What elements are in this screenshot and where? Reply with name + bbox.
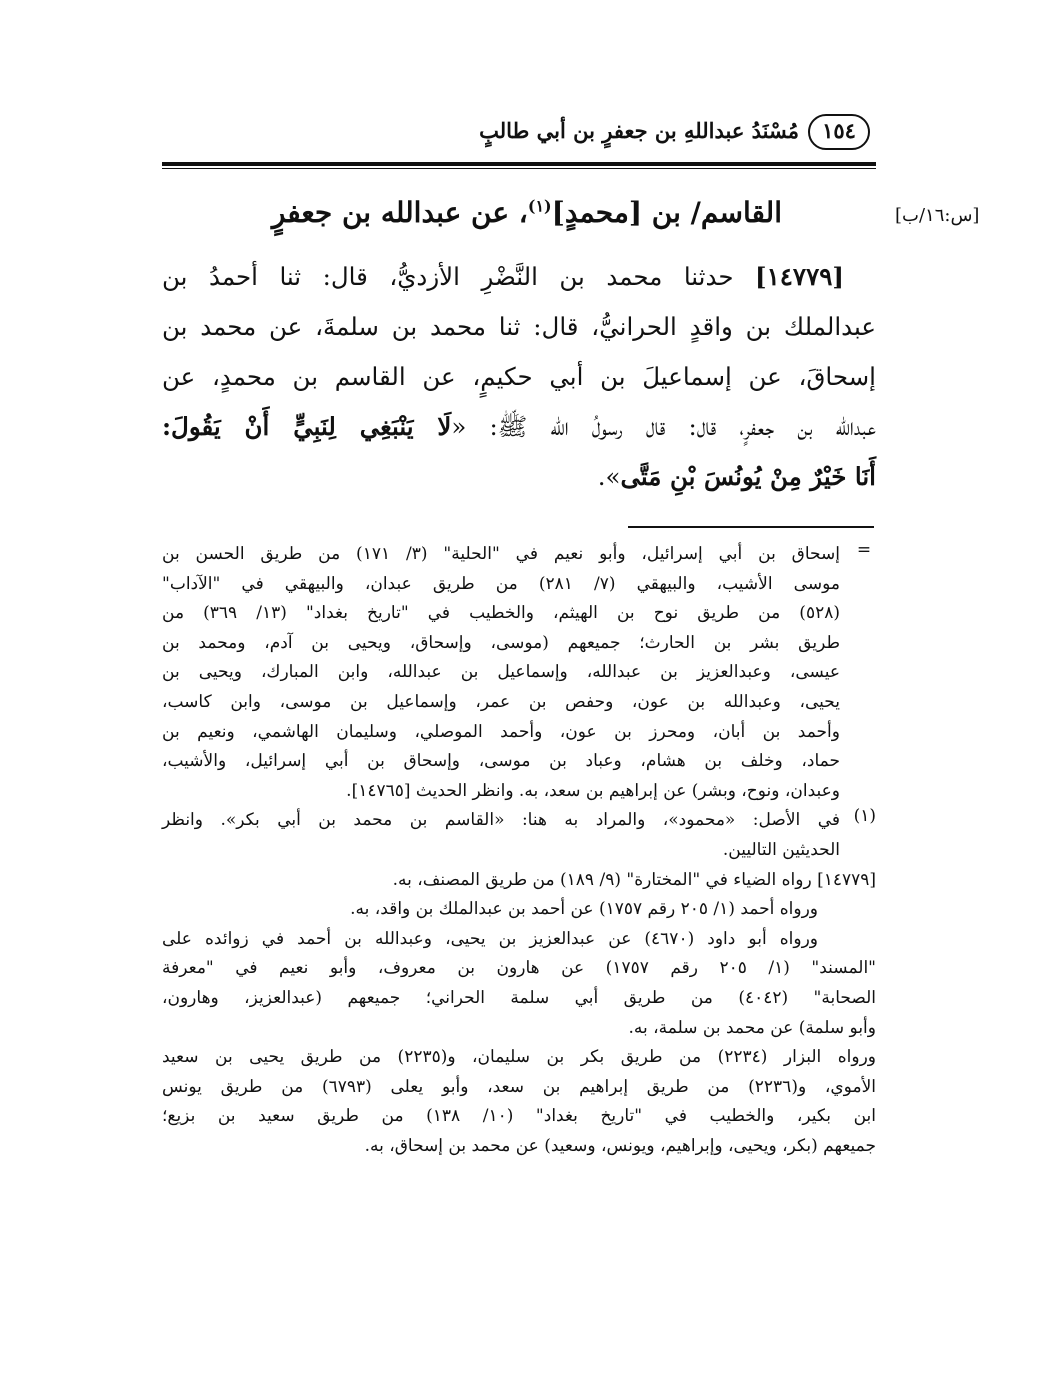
chapter-heading-main: القاسم/ بن [محمدٍ]	[551, 196, 782, 229]
chapter-heading-rest: ، عن عبدالله بن جعفرٍ	[271, 196, 528, 229]
hadith-text	[162, 252, 876, 502]
takhrij-marker: [١٤٧٧٩]	[817, 869, 876, 890]
header-rule	[162, 162, 876, 166]
footnote-line: ورواه أبو داود (٤٦٧٠) عن عبدالعزيز بن يحيى، وعبدالله بن أحمد في زوائده على	[162, 928, 818, 949]
hadith-line-text: حدثنا محمد بن النَّضْرِ الأزديُّ، قال: ثنا أحمدُ بن	[162, 262, 734, 291]
hadith-line-end: ».	[597, 462, 621, 491]
footnote-line: ورواه البزار (٢٢٣٤) من طريق بكر بن سليمان، و(٢٢٣٥) من طريق يحيى بن سعيد	[162, 1047, 877, 1068]
takhrij-note	[162, 866, 876, 1162]
footnote-line: وعبدان، ونوح، وبشر) عن إبراهيم بن سعد، به. وانظر الحديث [١٤٧٦٥].	[346, 780, 840, 801]
manuscript-folio-reference: [س:١٦/ب]	[895, 205, 980, 226]
footnotes	[162, 540, 876, 1161]
footnote-line: إسحاق بن أبي إسرائيل، وأبو نعيم في "الحلية" (٣/ ١٧١) من طريق الحسن بن	[162, 544, 840, 564]
footnote-line: (٥٢٨) من طريق نوح بن الهيثم، والخطيب في "تاريخ بغداد" (١٣/ ٣٦٩) من	[162, 603, 840, 624]
footnote-line: الأموي، و(٢٢٣٦) من طريق إبراهيم بن سعد، وأبو يعلى (٦٧٩٣) من طريق يونس	[162, 1076, 876, 1097]
footnote-line: جميعهم (بكر، ويحيى، وإبراهيم، ويونس، وسعيد) عن محمد بن إسحاق، به.	[364, 1135, 876, 1156]
footnote-line: الحديثين التاليين.	[722, 839, 840, 860]
hadith-line	[162, 452, 876, 502]
takhrij-text: رواه الضياء في "المختارة" (٩/ ١٨٩) من طريق المصنف، به.	[392, 869, 812, 890]
prophetic-saying: لَا يَنْبَغِي لِنَبِيٍّ أَنْ يَقُولَ:	[162, 412, 452, 441]
footnote-line: وأبو سلمة) عن محمد بن سلمة، به.	[628, 1017, 876, 1038]
hadith-line	[162, 252, 876, 302]
hadith-line-text: عبدالله بن جعفرٍ، قال: قال رسولُ الله ﷺ: «	[451, 412, 876, 441]
hadith-line: إسحاقَ، عن إسماعيلَ بن أبي حكيمٍ، عن القاسم بن محمدٍ، عن	[162, 362, 876, 391]
footnote-line: "المسند" (١/ ٢٠٥ رقم ١٧٥٧) عن هارون بن معروف، وأبو نعيم في "معرفة	[162, 958, 877, 979]
continuation-marker: =	[856, 540, 872, 560]
takhrij-first-line	[162, 866, 876, 896]
footnote-line: طريق بشر بن الحارث؛ جميعهم (موسى، وإسحاق، ويحيى بن آدم، ومحمد بن	[162, 632, 840, 653]
footnote-line: حماد، وخلف بن هشام، وعباد بن موسى، وإسحاق بن أبي إسرائيل، والأشيب،	[162, 751, 840, 772]
footnote-line: ورواه أحمد (١/ ٢٠٥ رقم ١٧٥٧) عن أحمد بن عبدالملك بن واقد، به.	[350, 899, 818, 920]
footnote-line: عيسى، وعبدالعزيز بن عبدالله، وإسماعيل بن عبدالله، وابن المبارك، ويحيى بن	[162, 662, 840, 683]
hadith-line	[162, 402, 876, 452]
footnote-line: ابن بكير، والخطيب في "تاريخ بغداد" (١٠/ ١٣٨) من طريق سعيد بن بزيع؛	[162, 1106, 876, 1127]
hadith-line: عبدالملك بن واقدٍ الحرانيُّ، قال: ثنا محمد بن سلمةَ، عن محمد بن	[162, 312, 876, 341]
footnote-line: في الأصل: «محمود»، والمراد به هنا: «القاسم بن محمد بن أبي بكر». وانظر	[162, 810, 840, 831]
footnote-marker: (١)	[853, 806, 876, 827]
header-rule-thin	[162, 168, 876, 169]
footnote-continuation	[162, 540, 876, 806]
footnote-reference: (١)	[527, 196, 552, 216]
running-title: مُسْنَدُ عبداللهِ بن جعفرٍ بن أبي طالبٍ	[479, 118, 799, 143]
footnote-separator	[628, 526, 874, 528]
hadith-number: [١٤٧٧٩]	[755, 262, 844, 291]
footnote-line: موسى الأشيب، والبيهقي (٧/ ٢٨١) من طريق عبدان، والبيهقي في "الآداب"	[162, 573, 840, 594]
footnote-line: يحيى، وعبدالله بن عون، وحفص بن عمر، وإسماعيل بن موسى، وابن كاسب،	[162, 691, 840, 712]
footnote-line: وأحمد بن أبان، ومحرز بن عون، وأحمد الموصلي، وسليمان الهاشمي، ونعيم بن	[162, 721, 840, 742]
footnote-line: الصحابة" (٤٠٤٢) من طريق أبي سلمة الحراني؛ جميعهم (عبدالعزيز، وهارون،	[162, 987, 876, 1008]
page-number: ١٥٤	[808, 114, 870, 150]
chapter-heading	[272, 196, 782, 229]
footnote-1	[162, 806, 876, 865]
prophetic-saying: أَنَا خَيْرٌ مِنْ يُونُسَ بْنِ مَتَّى	[620, 462, 876, 491]
